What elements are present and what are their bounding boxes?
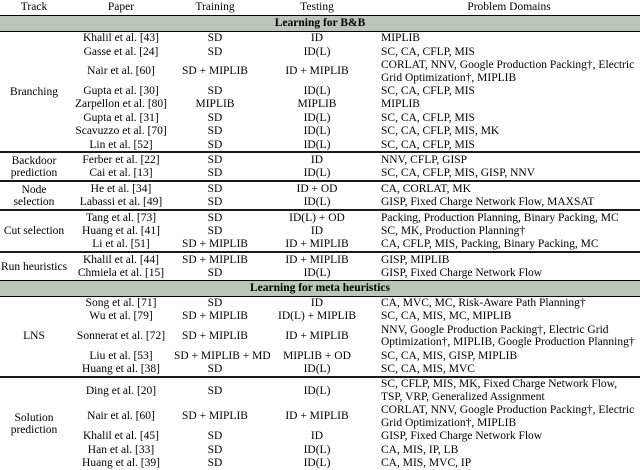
domains-cell: GISP, Fixed Charge Network Flow [381, 267, 543, 280]
table-row [0, 267, 640, 281]
domains-cell: SC, CA, CFLP, MIS [381, 138, 475, 151]
paper-cell: Liu et al. [53] [89, 349, 153, 362]
domains-cell: CA, CORLAT, MK [381, 182, 471, 195]
group-run-heuristics [0, 252, 640, 280]
domains-cell: SC, CA, CFLP, MIS [381, 111, 475, 124]
domains-cell: CA, MVC, MC, Risk-Aware Path Planning† [381, 297, 586, 310]
paper-cell: Nair et al. [60] [87, 410, 155, 423]
domains-cell: GISP, MIPLIB [381, 253, 450, 266]
table-row [0, 430, 640, 443]
paper-cell: Gupta et al. [31] [83, 111, 159, 124]
training-cell: SD + MIPLIB + MD [174, 349, 271, 362]
paper-cell: Khalil et al. [44] [82, 253, 159, 266]
table-row [0, 363, 640, 377]
domains-cell: MIPLIB [381, 32, 420, 45]
group-node-selection [0, 181, 640, 210]
paper-cell: Lin et al. [52] [89, 138, 153, 151]
paper-cell: Ferber et al. [22] [82, 153, 160, 166]
section-banner-bnb [0, 16, 640, 31]
testing-cell: ID(L) [303, 456, 331, 469]
table-row [0, 349, 640, 362]
testing-cell: ID + MIPLIB [285, 253, 349, 266]
domains-cell: SC, CFLP, MIS, MK, Fixed Charge Network Flow, TSP, VRP, Generalized Assignment [381, 378, 618, 403]
testing-cell: ID + OD [296, 182, 338, 195]
table-row [0, 404, 640, 430]
paper-cell: Zarpellon et al. [80] [75, 98, 167, 111]
testing-cell: ID(L) [303, 167, 331, 180]
paper-cell: Sonnerat et al. [72] [76, 330, 166, 343]
domains-cell: MIPLIB [381, 98, 420, 111]
paper-cell: Li et al. [51] [92, 238, 150, 251]
table-row [0, 98, 640, 111]
training-cell: SD [207, 363, 223, 376]
testing-cell: ID(L) [303, 45, 331, 58]
header-testing: Testing [300, 1, 334, 13]
testing-cell: ID + MIPLIB [285, 65, 349, 78]
domains-cell: CA, MIS, MVC, IP [381, 456, 472, 469]
testing-cell: ID [310, 430, 324, 443]
testing-cell: ID(L) [303, 111, 331, 124]
table-row [0, 210, 640, 224]
paper-cell: Chmiela et al. [15] [77, 267, 165, 280]
training-cell: SD [207, 267, 223, 280]
domains-cell: SC, CA, CFLP, MIS [381, 45, 475, 58]
testing-cell: ID(L) [303, 125, 331, 138]
training-cell: SD [207, 211, 223, 224]
table-row [0, 296, 640, 310]
table-row [0, 31, 640, 45]
testing-cell: ID + MIPLIB [285, 238, 349, 251]
table-row [0, 125, 640, 138]
table-row [0, 323, 640, 349]
paper-cell: Nair et al. [60] [87, 65, 155, 78]
table-row [0, 443, 640, 456]
testing-cell: ID(L) [303, 443, 331, 456]
paper-cell: Ding et al. [20] [85, 384, 157, 397]
section-banner-meta-heuristics [0, 281, 640, 296]
training-cell: SD [207, 138, 223, 151]
track-cell: Run heuristics [0, 260, 68, 273]
paper-cell: Huang et al. [41] [82, 225, 160, 237]
header-problem-domains: Problem Domains [467, 1, 551, 13]
table-row [0, 59, 640, 85]
training-cell: SD [207, 297, 223, 310]
training-cell: SD [207, 182, 223, 195]
paper-cell: Tang et al. [73] [85, 211, 157, 224]
testing-cell: ID [310, 225, 324, 237]
table-row [0, 138, 640, 152]
training-cell: SD [207, 125, 223, 138]
table-row [0, 45, 640, 58]
group-cut-selection [0, 210, 640, 252]
table-row [0, 84, 640, 97]
training-cell: SD [207, 430, 223, 443]
training-cell: SD + MIPLIB [182, 330, 248, 343]
paper-cell: Khalil et al. [45] [82, 430, 159, 443]
training-cell: SD [207, 456, 223, 469]
domains-cell: GISP, Fixed Charge Network Flow, MAXSAT [381, 196, 595, 209]
testing-cell: ID(L) [303, 267, 331, 280]
table-row [0, 196, 640, 210]
domains-cell: SC, CA, CFLP, MIS, GISP, NNV [381, 167, 536, 180]
paper-cell: Cai et al. [13] [89, 167, 153, 180]
table-row [0, 225, 640, 238]
group-lns [0, 296, 640, 377]
training-cell: SD + MIPLIB [182, 253, 248, 266]
testing-cell: ID [310, 297, 324, 310]
testing-cell: ID(L) [303, 138, 331, 151]
training-cell: SD [207, 45, 223, 58]
training-cell: SD + MIPLIB [182, 310, 248, 323]
paper-cell: Song et al. [71] [85, 297, 157, 310]
testing-cell: ID(L) [303, 84, 331, 97]
domains-cell: SC, CA, MIS, MVC [381, 363, 475, 376]
paper-cell: Labassi et al. [49] [79, 196, 163, 209]
track-cell: Branching [10, 85, 58, 98]
header-training: Training [195, 1, 235, 13]
table-header-row [0, 0, 640, 16]
table-row [0, 181, 640, 195]
testing-cell: ID [310, 153, 324, 166]
header-track: Track [20, 1, 48, 13]
paper-cell: Han et al. [33] [87, 443, 155, 456]
testing-cell: ID [310, 32, 324, 45]
paper-cell: Huang et al. [38] [82, 363, 160, 376]
paper-cell: Khalil et al. [43] [82, 32, 159, 45]
paper-cell: Gasse et al. [24] [83, 45, 159, 58]
domains-cell: GISP, Fixed Charge Network Flow [381, 430, 543, 443]
group-branching [0, 31, 640, 152]
testing-cell: ID(L) [303, 196, 331, 209]
training-cell: SD [207, 153, 223, 166]
table-row [0, 238, 640, 252]
track-cell: LNS [23, 330, 45, 343]
domains-cell: Packing, Production Planning, Binary Packing, MC [381, 211, 619, 224]
testing-cell: ID + MIPLIB [285, 410, 349, 423]
training-cell: SD [207, 225, 223, 237]
paper-cell: Huang et al. [39] [82, 456, 160, 469]
track-cell: Solution prediction [10, 411, 58, 436]
domains-cell: SC, CA, MIS, MC, MIPLIB [381, 310, 512, 323]
header-paper: Paper [107, 1, 135, 13]
training-cell: SD [207, 32, 223, 45]
domains-cell: CORLAT, NNV, Google Production Packing†, Electric Grid Optimization†, MIPLIB [381, 404, 635, 429]
section-banner-label: Learning for B&B [0, 16, 640, 31]
domains-cell: CORLAT, NNV, Google Production Packing†, Electric Grid Optimization†, MIPLIB [381, 59, 635, 84]
domains-cell: CA, MIS, IP, LB [381, 443, 459, 456]
testing-cell: ID(L) [303, 384, 331, 397]
domains-cell: NNV, Google Production Packing†, Electric Grid Optimization†, MIPLIB, Google Production Planning† [381, 323, 635, 349]
group-backdoor-prediction [0, 152, 640, 181]
track-cell: Node selection [13, 183, 55, 208]
training-cell: SD [207, 84, 223, 97]
section-banner-label: Learning for meta heuristics [0, 281, 640, 296]
testing-cell: ID(L) + MIPLIB [277, 310, 357, 323]
table-row [0, 152, 640, 166]
paper-cell: He et al. [34] [90, 182, 152, 195]
testing-cell: MIPLIB [297, 98, 337, 111]
testing-cell: ID(L) + OD [289, 211, 345, 224]
domains-cell: SC, CA, MIS, GISP, MIPLIB [381, 349, 518, 362]
training-cell: SD + MIPLIB [182, 65, 248, 78]
domains-cell: SC, CA, CFLP, MIS, MK [381, 125, 500, 138]
testing-cell: ID(L) [303, 363, 331, 376]
training-cell: SD [207, 443, 223, 456]
domains-cell: SC, MK, Production Planning† [381, 225, 526, 237]
paper-cell: Scavuzzo et al. [70] [75, 125, 167, 138]
table-row [0, 167, 640, 181]
paper-cell: Wu et al. [79] [89, 310, 153, 323]
testing-cell: ID + MIPLIB [285, 330, 349, 343]
testing-cell: MIPLIB + OD [283, 349, 351, 362]
group-solution-prediction [0, 377, 640, 470]
table-row [0, 377, 640, 404]
domains-cell: CA, CFLP, MIS, Packing, Binary Packing, MC [381, 238, 599, 251]
training-cell: SD [207, 196, 223, 209]
training-cell: SD [207, 384, 223, 397]
table-row [0, 111, 640, 124]
table-row [0, 310, 640, 323]
table-row [0, 456, 640, 469]
training-cell: SD + MIPLIB [182, 238, 248, 251]
paper-cell: Gupta et al. [30] [83, 84, 159, 97]
track-cell: Backdoor prediction [10, 154, 58, 179]
training-cell: SD + MIPLIB [182, 410, 248, 423]
training-cell: SD [207, 167, 223, 180]
table-row [0, 252, 640, 266]
training-cell: MIPLIB [195, 98, 235, 111]
training-cell: SD [207, 111, 223, 124]
domains-cell: SC, CA, CFLP, MIS [381, 84, 475, 97]
domains-cell: NNV, CFLP, GISP [381, 153, 468, 166]
track-cell: Cut selection [3, 225, 65, 238]
